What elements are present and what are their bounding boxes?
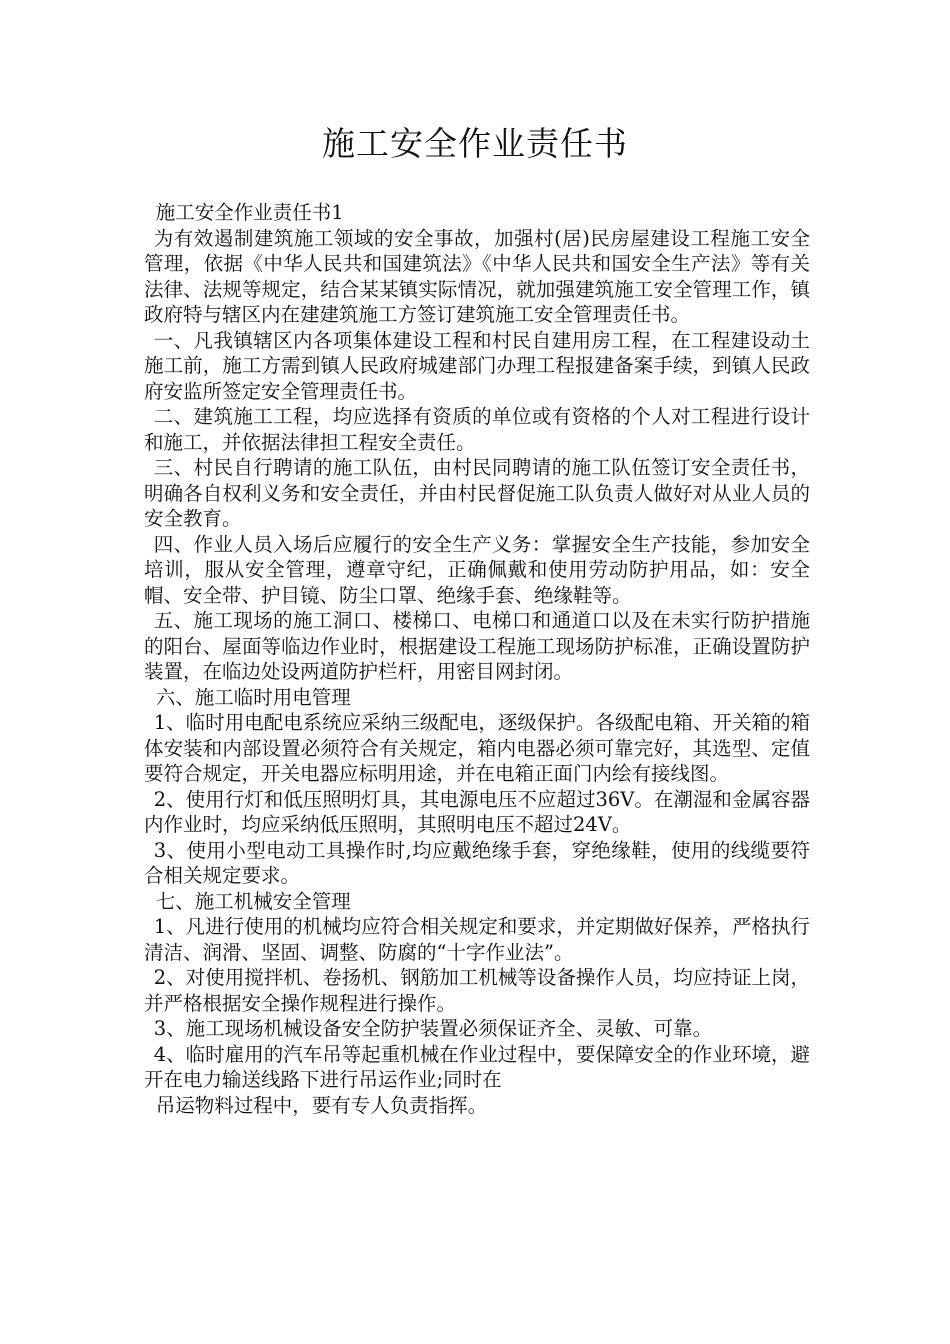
item-paragraph: 3、使用小型电动工具操作时,均应戴绝缘手套，穿绝缘鞋，使用的线缆要符合相关规定要求。	[144, 838, 810, 887]
document-title: 施工安全作业责任书	[322, 124, 628, 163]
intro-paragraph: 为有效遏制建筑施工领域的安全事故，加强村(居)民房屋建设工程施工安全管理，依据《中华人民共和国建筑法》《中华人民共和国安全生产法》等有关法律、法规等规定，结合某某镇实际情况，就加强建筑施工安全管理工作，镇政府特与辖区内在建建筑施工方签订建筑施工安全管理责任书。	[144, 226, 810, 326]
item-paragraph: 2、对使用搅拌机、卷扬机、钢筋加工机械等设备操作人员，均应持证上岗，并严格根据安全操作规程进行操作。	[144, 966, 810, 1015]
item-paragraph: 2、使用行灯和低压照明灯具，其电源电压不应超过36V。在潮湿和金属容器内作业时，均应采纳低压照明，其照明电压不超过24V。	[144, 787, 810, 836]
clause-paragraph: 四、作业人员入场后应履行的安全生产义务：掌握安全生产技能，参加安全培训，服从安全管理，遵章守纪，正确佩戴和使用劳动防护用品，如：安全帽、安全带、护目镜、防尘口罩、绝缘手套、绝缘鞋等。	[144, 532, 810, 607]
clause-paragraph: 三、村民自行聘请的施工队伍，由村民同聘请的施工队伍签订安全责任书，明确各自权利义务和安全责任，并由村民督促施工队负责人做好对从业人员的安全教育。	[144, 456, 810, 530]
clause-paragraph: 一、凡我镇辖区内各项集体建设工程和村民自建用房工程，在工程建设动土施工前，施工方需到镇人民政府城建部门办理工程报建备案手续，到镇人民政府安监所签定安全管理责任书。	[144, 328, 810, 403]
item-paragraph-continuation: 吊运物料过程中，要有专人负责指挥。	[155, 1093, 488, 1117]
item-paragraph: 1、临时用电配电系统应采纳三级配电，逐级保护。各级配电箱、开关箱的箱体安装和内部设置必须符合有关规定，箱内电器必须可靠完好，其选型、定值要符合规定，开关电器应标明用途，并在电箱正面门内绘有接线图。	[144, 711, 810, 785]
clause-paragraph: 五、施工现场的施工洞口、楼梯口、电梯口和通道口以及在未实行防护措施的阳台、屋面等临边作业时，根据建设工程施工现场防护标准，正确设置防护装置，在临边处设两道防护栏杆，用密目网封闭。	[144, 609, 810, 683]
item-paragraph: 3、施工现场机械设备安全防护装置必须保证齐全、灵敏、可靠。	[153, 1017, 713, 1040]
clause-paragraph: 二、建筑施工工程，均应选择有资质的单位或有资格的个人对工程进行设计和施工，并依据法律担工程安全责任。	[144, 405, 810, 454]
document-body	[144, 200, 810, 1118]
subsection-heading: 七、施工机械安全管理	[155, 889, 351, 913]
item-paragraph: 1、凡进行使用的机械均应符合相关规定和要求，并定期做好保养，严格执行清洁、润滑、坚固、调整、防腐的“十字作业法”。	[144, 915, 810, 964]
item-paragraph: 4、临时雇用的汽车吊等起重机械在作业过程中，要保障安全的作业环境，避开在电力输送线路下进行吊运作业;同时在	[144, 1042, 810, 1091]
subsection-heading: 六、施工临时用电管理	[155, 685, 351, 709]
section-heading: 施工安全作业责任书1	[155, 201, 344, 224]
